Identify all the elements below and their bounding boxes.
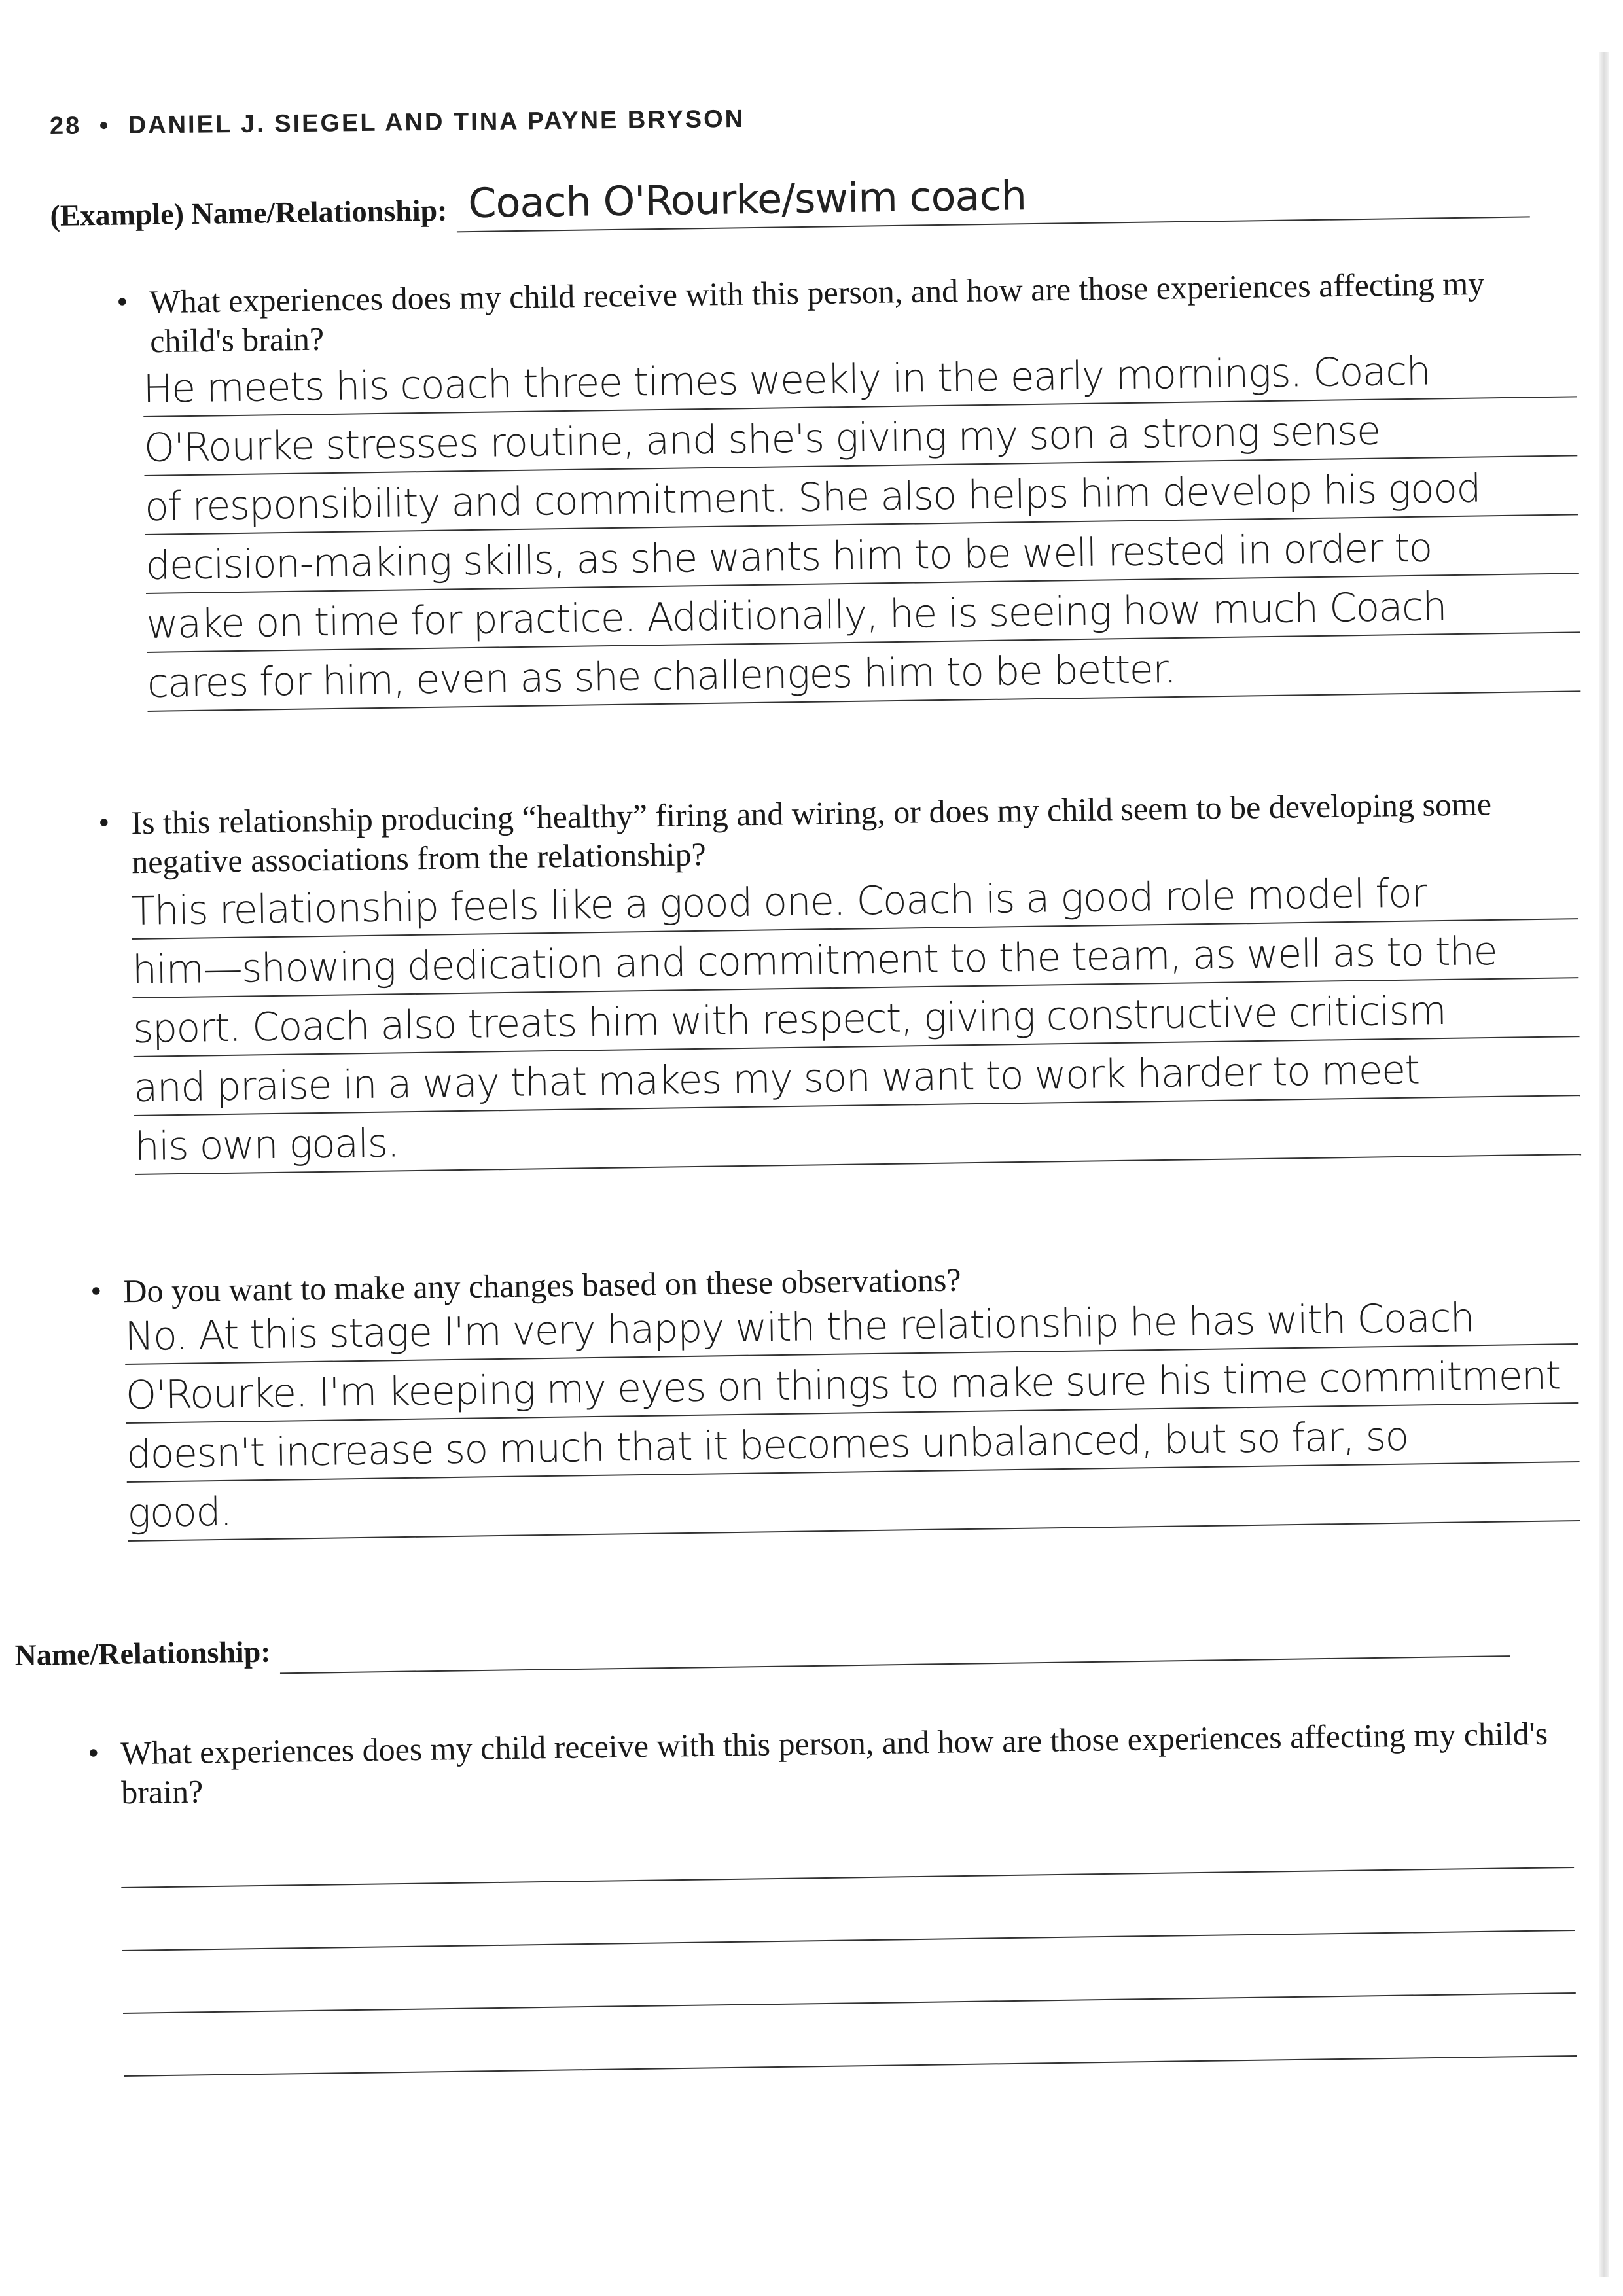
- answer-text: his own goals.: [134, 1120, 399, 1170]
- answer-text: of responsibility and commitment. She also helps him develop his good: [144, 465, 1481, 530]
- example-name-field[interactable]: [456, 169, 1530, 232]
- question-text: What experiences does my child receive with this person, and how are those experiences affecting my child's brain?: [120, 1714, 1548, 1811]
- answer-text: sport. Coach also treats him with respect, giving constructive criticism: [132, 987, 1446, 1052]
- example-answer-3[interactable]: [124, 1286, 1580, 1542]
- running-head: [50, 105, 745, 141]
- answer-text: No. At this stage I'm very happy with the relationship he has with Coach: [124, 1295, 1474, 1360]
- header-separator: •: [99, 112, 111, 140]
- bullet: •: [90, 1273, 102, 1309]
- answer-text: He meets his coach three times weekly in the early mornings. Coach: [143, 348, 1431, 412]
- example-answer-2[interactable]: [131, 860, 1581, 1175]
- blank-name-label: Name/Relationship:: [14, 1634, 271, 1672]
- example-name-value: Coach O'Rourke/swim coach: [467, 171, 1027, 228]
- answer-text: and praise in a way that makes my son want to work harder to meet: [133, 1047, 1420, 1111]
- question-text: What experiences does my child receive with this person, and how are those experiences affecting my child's brain?: [149, 264, 1485, 360]
- blank-answer-1[interactable]: [120, 1805, 1577, 2077]
- page-binding-edge: [1599, 52, 1609, 2277]
- page-number: 28: [49, 112, 82, 140]
- blank-name-row: [14, 1608, 1510, 1678]
- blank-name-field[interactable]: [279, 1608, 1510, 1674]
- answer-text: doesn't increase so much that it becomes unbalanced, but so far, so: [126, 1413, 1409, 1477]
- question-text: Do you want to make any changes based on these observations?: [123, 1261, 961, 1310]
- example-name-row: [50, 169, 1530, 238]
- answer-text: cares for him, even as she challenges him to be better.: [147, 646, 1176, 707]
- bullet: •: [116, 284, 128, 319]
- blank-question-1: [88, 1713, 1580, 1812]
- answer-text: decision-making skills, as she wants him to be well rested in order to: [145, 525, 1433, 589]
- answer-text: O'Rourke stresses routine, and she's giving my son a strong sense: [143, 408, 1380, 471]
- bullet: •: [98, 805, 110, 840]
- answer-text: wake on time for practice. Additionally, he is seeing how much Coach: [146, 584, 1447, 648]
- example-name-label: (Example) Name/Relationship:: [50, 193, 448, 232]
- bullet: •: [88, 1735, 99, 1771]
- author-names: DANIEL J. SIEGEL AND TINA PAYNE BRYSON: [128, 105, 745, 139]
- example-answer-1[interactable]: [143, 338, 1580, 712]
- answer-text: him—showing dedication and commitment to the team, as well as to the: [132, 928, 1497, 993]
- question-text: Is this relationship producing “healthy” firing and wiring, or does my child seem to be developing some negative associations from the relationship?: [131, 785, 1492, 881]
- answer-text: good.: [126, 1489, 232, 1536]
- answer-text: O'Rourke. I'm keeping my eyes on things to make sure his time commitment: [125, 1352, 1561, 1419]
- answer-text: This relationship feels like a good one. Coach is a good role model for: [131, 870, 1427, 934]
